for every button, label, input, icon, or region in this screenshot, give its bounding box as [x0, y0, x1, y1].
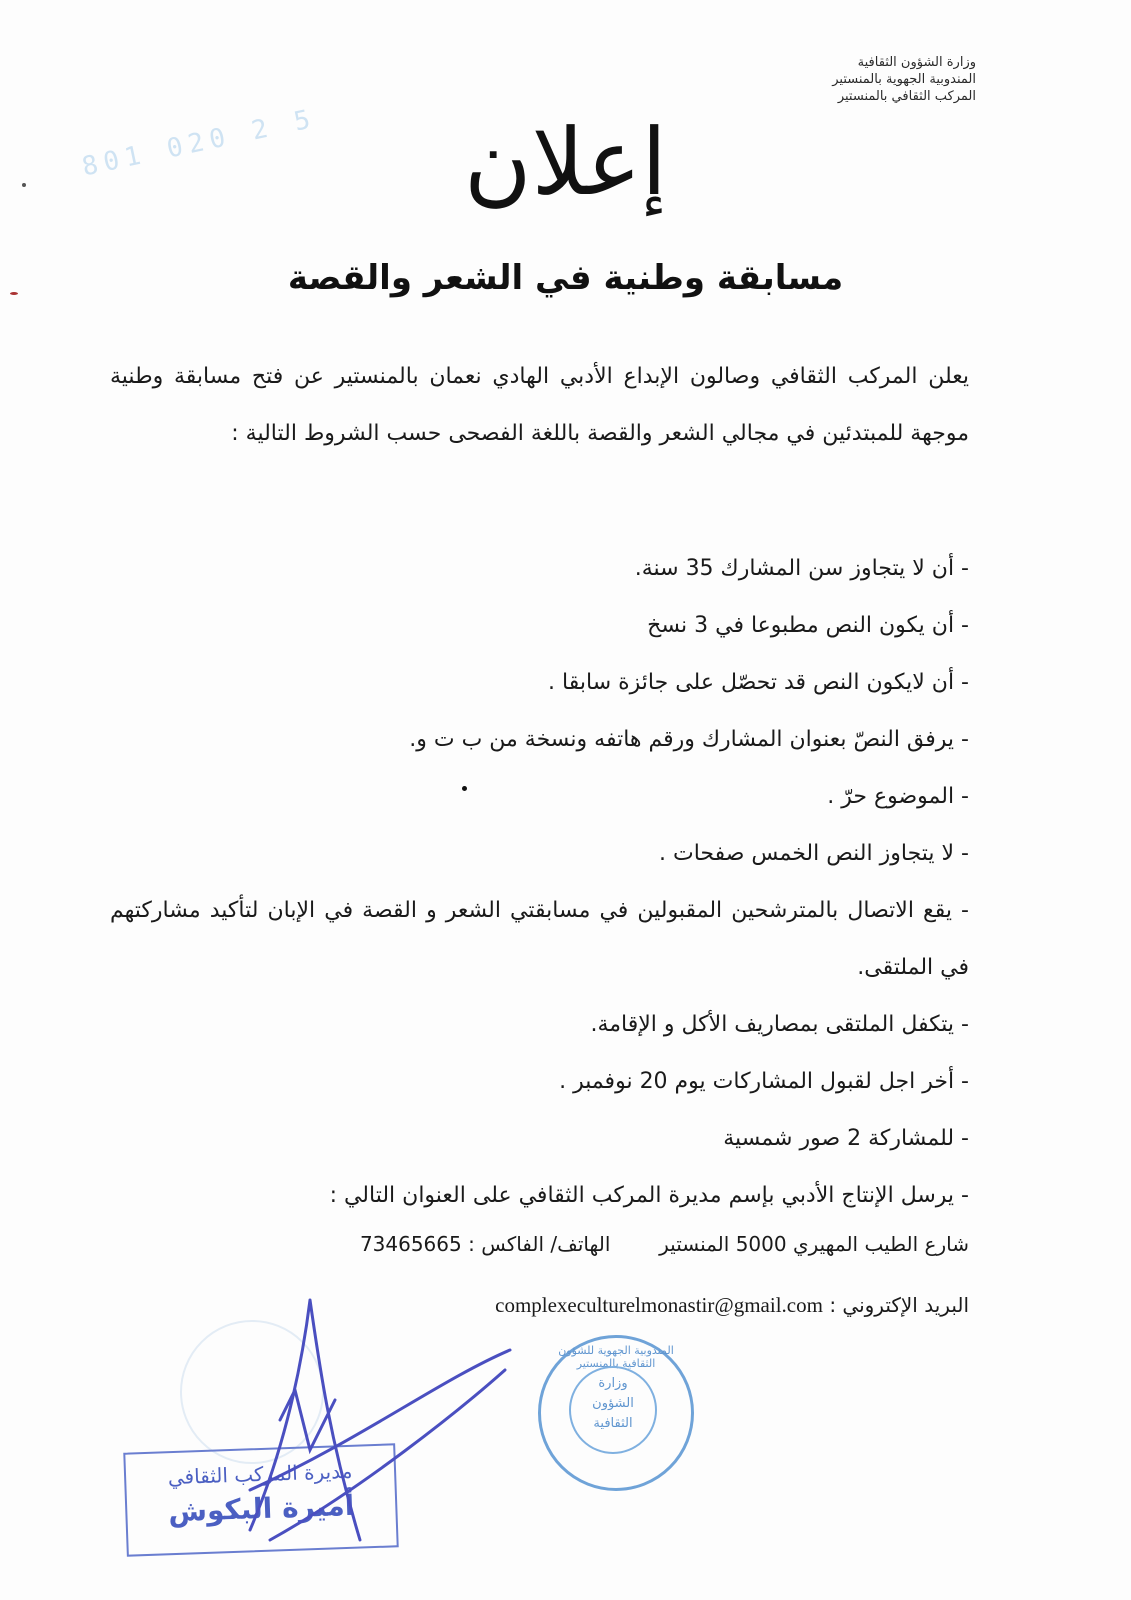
page-title: إعلان: [464, 109, 667, 216]
phone-label: الهاتف/ الفاكس :: [468, 1232, 611, 1256]
condition-item: - أن لايكون النص قد تحصّل على جائزة سابقا .: [548, 670, 969, 695]
header-line-complex: المركب الثقافي بالمنستير: [837, 89, 976, 104]
speck: [22, 183, 26, 187]
condition-item: - أخر اجل لقبول المشاركات يوم 20 نوفمبر .: [559, 1069, 969, 1094]
director-title: مديرة المركب الثقافي: [167, 1458, 353, 1490]
email-address[interactable]: complexeculturelmonastir@gmail.com: [495, 1293, 823, 1317]
faint-stamp: [180, 1320, 324, 1464]
email-line: [495, 1293, 969, 1318]
conditions-list: [110, 540, 969, 1224]
page-subtitle: مسابقة وطنية في الشعر والقصة: [287, 258, 844, 298]
stamp-ring-text: المندوبية الجهوية للشؤون الثقافية بالمنستير: [558, 1344, 674, 1370]
condition-item: - لا يتجاوز النص الخمس صفحات .: [659, 841, 969, 866]
stamp-center: [569, 1366, 657, 1454]
condition-item: - أن يكون النص مطبوعا في 3 نسخ: [647, 613, 969, 638]
official-round-stamp: [538, 1335, 694, 1491]
condition-item: - للمشاركة 2 صور شمسية: [723, 1126, 969, 1151]
header-line-delegation: المندوبية الجهوية بالمنستير: [832, 72, 976, 87]
date-stamp: 801 020 2 5: [79, 103, 319, 183]
condition-item: - يتكفل الملتقى بمصاريف الأكل و الإقامة.: [590, 1012, 969, 1037]
ministry-header: [832, 54, 976, 105]
condition-item: - يرسل الإنتاج الأدبي بإسم مديرة المركب الثقافي على العنوان التالي :: [329, 1183, 969, 1208]
condition-item: - يقع الاتصال بالمترشحين المقبولين في مسابقتي الشعر و القصة في الإبان لتأكيد مشاركتهم في الملتقى.: [110, 898, 969, 980]
director-box-stamp: [123, 1443, 398, 1556]
condition-item: - أن لا يتجاوز سن المشارك 35 سنة.: [634, 556, 969, 581]
street-address: شارع الطيب المهيري 5000 المنستير: [659, 1232, 969, 1256]
speck: [462, 786, 467, 791]
email-label: البريد الإكتروني :: [829, 1293, 969, 1317]
speck: [10, 292, 18, 295]
header-line-ministry: وزارة الشؤون الثقافية: [857, 55, 976, 70]
phone-number: 73465665: [359, 1232, 462, 1256]
address-line: [360, 1232, 969, 1256]
stamp-center-line: الشؤون: [592, 1396, 634, 1411]
intro-paragraph: يعلن المركب الثقافي وصالون الإبداع الأدبي الهادي نعمان بالمنستير عن فتح مسابقة وطنية موجهة للمبتدئين في مجالي الشعر والقصة باللغة الفصحى حسب الشروط التالية :: [110, 364, 969, 446]
director-name: أميرة البكوش: [167, 1488, 355, 1529]
condition-item: - يرفق النصّ بعنوان المشارك ورقم هاتفه ونسخة من ب ت و.: [409, 727, 969, 752]
stamp-center-line: وزارة: [598, 1376, 628, 1391]
condition-item: - الموضوع حرّ .: [827, 784, 969, 809]
stamp-center-line: الثقافية: [593, 1416, 633, 1431]
